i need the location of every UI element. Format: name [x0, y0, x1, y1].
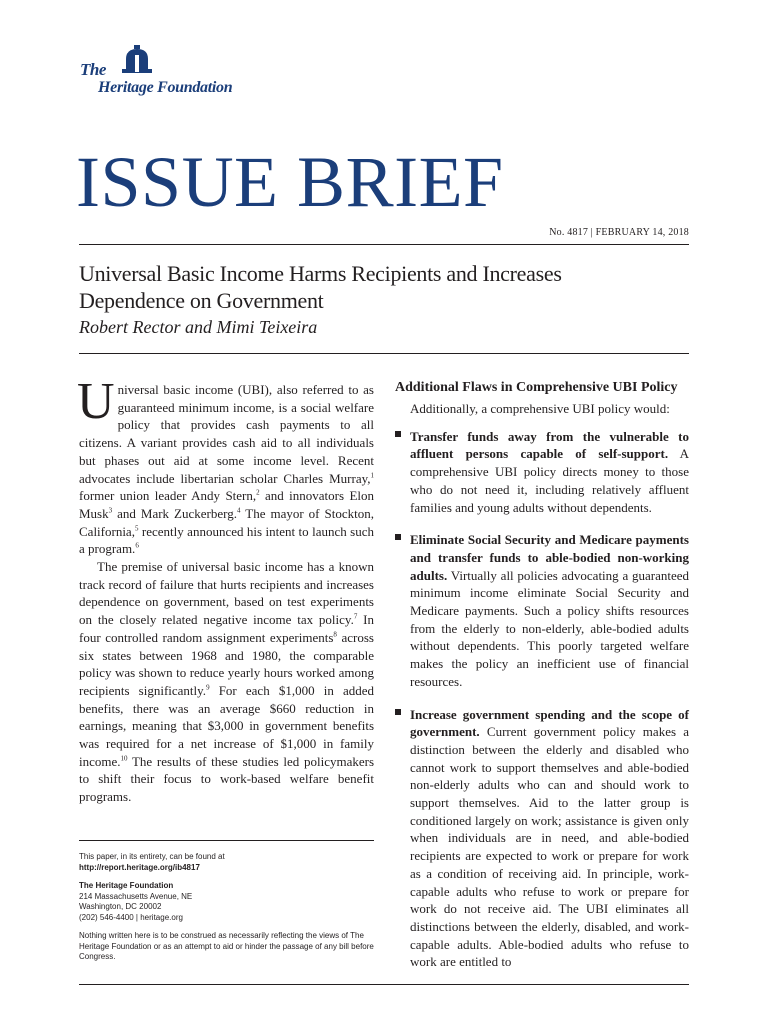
bullet-square-icon	[395, 709, 401, 715]
masthead-title: ISSUE BRIEF	[76, 142, 504, 222]
logo-text-name: Heritage Foundation	[98, 79, 233, 96]
page-bottom-divider	[79, 984, 689, 985]
footnote-ref[interactable]: 6	[135, 542, 139, 550]
bullet-lead: Eliminate Social Security and Medicare payments and transfer funds to able-bodied non-working adults.	[410, 532, 689, 583]
authors: Robert Rector and Mimi Teixeira	[79, 317, 318, 337]
footer-divider	[79, 840, 374, 841]
text-run: niversal basic income (UBI), also referred to as guaranteed minimum income, is a social welfare policy that provides cash payments to all citizens. A variant provides cash aid to all individuals but phases out aid at some income level. Recent advocates include libertarian scholar Charles Murray,	[79, 382, 374, 486]
logo-text-the: The	[80, 60, 106, 79]
footnote-ref[interactable]: 9	[206, 683, 210, 692]
text-run: former union leader Andy Stern,	[79, 488, 257, 504]
text-run: and Mark Zuckerberg.	[112, 505, 237, 521]
body-right-column	[395, 379, 689, 986]
bullet-lead: Transfer funds away from the vulnerable to affluent persons capable of self-support.	[410, 428, 689, 462]
text-run: and innovators Elon Musk	[79, 488, 374, 521]
address-line: Washington, DC 20002	[79, 902, 162, 911]
section-heading: Additional Flaws in Comprehensive UBI Policy	[395, 380, 678, 395]
footnote-ref[interactable]: 5	[134, 524, 139, 533]
heritage-logo	[78, 42, 268, 102]
bullet-square-icon	[395, 431, 401, 437]
bullet-text: Current government policy makes a distinction between the elderly and disabled who cannot work to support themselves and able-bodied non-elderly adults who can and should work to support themselves. Aid to the latter group is conditioned largely on work; assistance is given only when individuals are in need, and able-bodied recipients are expected to work or prepare for work as a condition of receiving aid. In principle, work-capable adults who refuse to work or prepare for work do not receive aid. The UBI eliminates all distinctions between the elderly, disabled, and work-capable adults. Able-bodied adults who refuse to work are entitled to	[410, 724, 689, 970]
title-divider	[79, 353, 689, 354]
disclaimer: Nothing written here is to be construed as necessarily reflecting the views of The Heritage Foundation or as an attempt to aid or hinder the passage of any bill before Congress.	[79, 931, 374, 961]
text-run: The results of these studies led policymakers to shift their focus to work-based welfare benefit programs.	[79, 753, 374, 805]
publication-info	[79, 852, 379, 963]
text-run: The premise of universal basic income has a known track record of failure that hurts recipients and increases dependence on government, based on test experiments on the closely related negative income tax policy.	[79, 559, 374, 628]
body-left-column	[77, 373, 374, 806]
text-run: recently announced his intent to launch such a program.	[79, 523, 374, 557]
text-run: In four controlled random assignment experiments	[79, 612, 374, 645]
text-run: For each $1,000 in added benefits, there was an average $660 reduction in earnings, meaning that $3,000 in government benefits was required for a net increase of $1,000 in family income.	[79, 682, 374, 769]
report-url-link[interactable]: http://report.heritage.org/ib4817	[79, 862, 200, 872]
text-run: The mayor of Stockton, California,	[79, 505, 374, 539]
bullet-item	[395, 531, 689, 690]
paragraph-2	[79, 558, 374, 806]
bullet-item	[395, 428, 689, 517]
section-intro: Additionally, a comprehensive UBI policy would:	[410, 401, 670, 416]
paragraph-1	[77, 373, 374, 558]
footnote-ref[interactable]: 2	[256, 488, 260, 497]
bullet-item	[395, 706, 689, 972]
text-run: across six states between 1968 and 1980, the comparable policy was shown to reduce yearly hours worked among recipients significantly.	[79, 629, 374, 698]
bullet-lead: Increase government spending and the scope of government.	[410, 706, 689, 740]
footnote-ref[interactable]: 1	[370, 471, 374, 480]
footnote-ref[interactable]: 3	[108, 506, 113, 515]
headline: Universal Basic Income Harms Recipients and Increases Dependence on Government	[79, 261, 562, 313]
footer-line: This paper, in its entirety, can be found at	[79, 852, 225, 861]
bullet-text: A comprehensive UBI policy directs money to those who do not need it, including relatively affluent families and young adults without dependents.	[410, 446, 689, 515]
liberty-bell-icon	[120, 45, 154, 73]
contact-line: (202) 546-4400 | heritage.org	[79, 912, 183, 922]
header-divider	[79, 244, 689, 245]
footnote-ref[interactable]: 7	[353, 612, 358, 621]
footnote-ref[interactable]: 10	[120, 754, 128, 763]
org-name: The Heritage Foundation	[79, 881, 174, 890]
drop-cap: U	[77, 373, 115, 430]
address-line: 214 Massachusetts Avenue, NE	[79, 891, 193, 901]
footnote-ref[interactable]: 8	[333, 630, 337, 639]
footnote-ref[interactable]: 4	[236, 506, 241, 515]
bullet-text: Virtually all policies advocating a guaranteed minimum income eliminate Social Security and Medicare payments. Such a policy shifts resources from the elderly to non-elderly, able-bodied adults without dependents. This poorly targeted welfare makes the policy an inefficient use of financial resources.	[410, 567, 689, 689]
issue-number-date: No. 4817 | FEBRUARY 14, 2018	[549, 227, 689, 238]
bullet-square-icon	[395, 534, 401, 540]
